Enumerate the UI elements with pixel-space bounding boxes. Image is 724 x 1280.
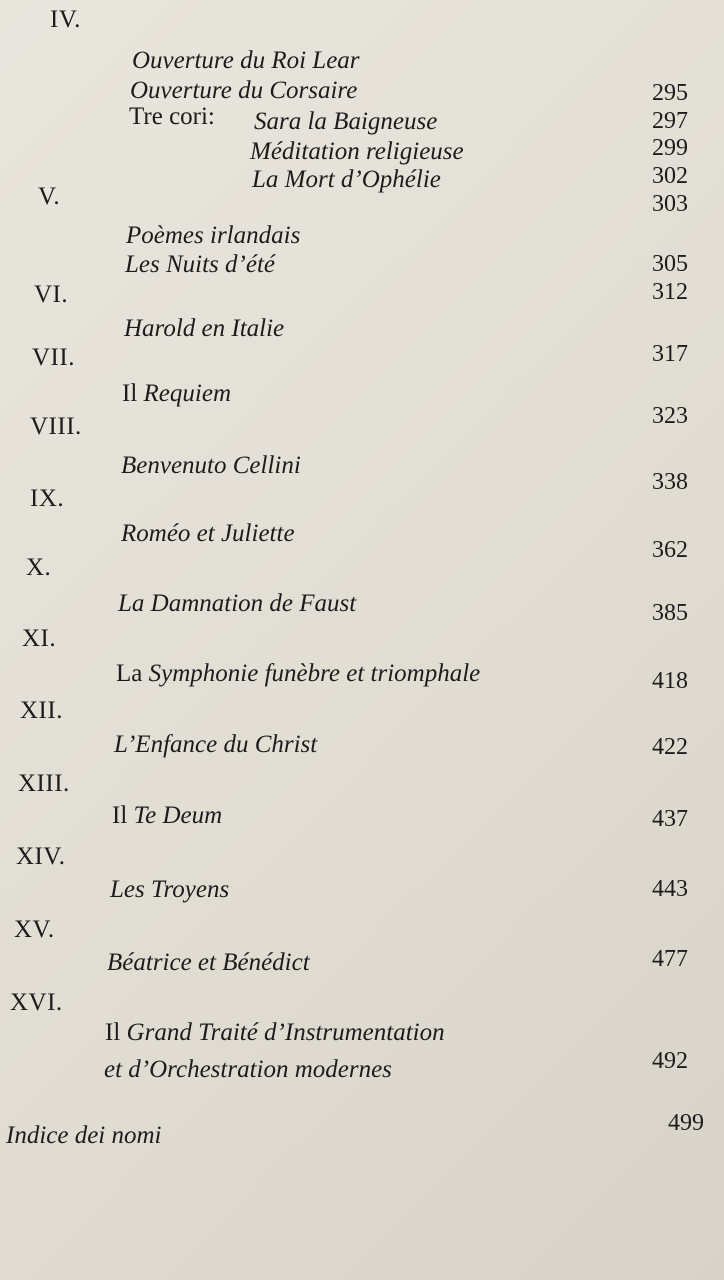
entry-nuits-ete: Les Nuits d’été	[125, 251, 275, 278]
entry-grand-traite	[105, 1019, 445, 1047]
entry-sara-baigneuse: Sara la Baigneuse	[254, 108, 438, 135]
chapter-numeral-v: V.	[38, 183, 61, 210]
entry-te-deum	[112, 802, 222, 830]
page-number: 418	[652, 668, 688, 694]
chapter-numeral-vi: VI.	[34, 281, 69, 308]
page-number: 317	[652, 341, 688, 367]
entry-beatrice-et-benedict: Béatrice et Bénédict	[107, 949, 310, 976]
page-number: 297	[652, 108, 688, 134]
chapter-numeral-x: X.	[26, 554, 52, 581]
page-number: 422	[652, 734, 688, 760]
entry-les-troyens: Les Troyens	[110, 876, 230, 903]
page-number: 443	[652, 876, 688, 902]
chapter-numeral-ix: IX.	[30, 485, 65, 512]
page-number: 338	[652, 469, 688, 495]
entry-roi-lear: Ouverture du Roi Lear	[132, 47, 360, 74]
page-number: 312	[652, 279, 688, 305]
page-number: 302	[652, 163, 688, 189]
entry-requiem-prefix: Il	[122, 380, 138, 407]
chapter-numeral-xv: XV.	[14, 916, 55, 943]
page-number: 303	[652, 191, 688, 217]
entry-damnation-de-faust: La Damnation de Faust	[118, 590, 357, 617]
entry-requiem	[122, 380, 231, 408]
page-number: 385	[652, 600, 688, 626]
chapter-numeral-xi: XI.	[22, 625, 57, 652]
entry-grand-traite-prefix: Il	[105, 1019, 121, 1046]
page-number: 477	[652, 946, 688, 972]
entry-symphonie-prefix: La	[116, 660, 143, 687]
chapter-numeral-xii: XII.	[20, 697, 63, 724]
page-number: 492	[652, 1048, 688, 1074]
page-number: 437	[652, 806, 688, 832]
chapter-numeral-xvi: XVI.	[10, 989, 63, 1016]
bleed-through-text	[330, 268, 336, 295]
entry-grand-traite-title: Grand Traité d’Instrumentation	[126, 1019, 445, 1046]
entry-tre-cori-label: Tre cori:	[129, 103, 215, 130]
page-number: 295	[652, 80, 688, 106]
entry-harold-en-italie: Harold en Italie	[124, 315, 285, 342]
entry-enfance-du-christ: L’Enfance du Christ	[114, 731, 318, 758]
chapter-numeral-xiii: XIII.	[18, 770, 70, 797]
page-number: 305	[652, 251, 688, 277]
page-number: 362	[652, 537, 688, 563]
chapter-numeral-viii: VIII.	[30, 413, 82, 440]
entry-requiem-title: Requiem	[143, 380, 231, 407]
entry-romeo-et-juliette: Roméo et Juliette	[121, 520, 295, 547]
chapter-numeral-iv: IV.	[50, 6, 81, 33]
page-number: 299	[652, 135, 688, 161]
chapter-numeral-xiv: XIV.	[16, 843, 66, 870]
entry-indice-dei-nomi: Indice dei nomi	[6, 1122, 162, 1149]
entry-meditation-religieuse: Méditation religieuse	[250, 138, 464, 165]
page-number: 323	[652, 403, 688, 429]
entry-poemes-irlandais: Poèmes irlandais	[126, 222, 301, 249]
entry-symphonie-funebre	[116, 660, 480, 688]
entry-mort-ophelie: La Mort d’Ophélie	[252, 166, 441, 193]
entry-benvenuto-cellini: Benvenuto Cellini	[121, 452, 301, 479]
entry-te-deum-title: Te Deum	[133, 802, 223, 829]
entry-orchestration-modernes: et d’Orchestration modernes	[104, 1056, 392, 1083]
entry-corsaire: Ouverture du Corsaire	[130, 77, 358, 104]
entry-te-deum-prefix: Il	[112, 802, 128, 829]
page-number: 499	[668, 1110, 704, 1136]
chapter-numeral-vii: VII.	[32, 344, 75, 371]
entry-symphonie-title: Symphonie funèbre et triomphale	[148, 660, 481, 687]
